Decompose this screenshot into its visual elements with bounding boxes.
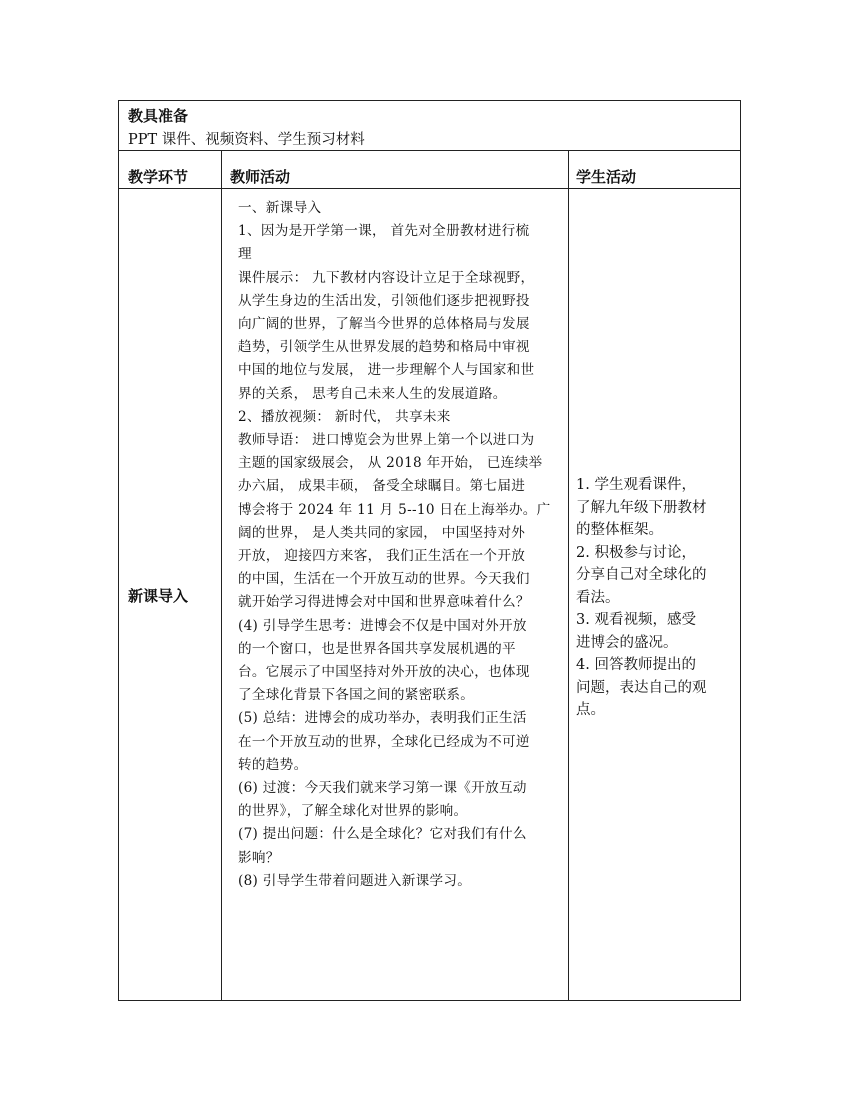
teacher-line: 中国的地位与发展， 进一步理解个人与国家和世 [238,362,535,379]
teacher-line: 台。它展示了中国坚持对外开放的决心，也体现 [238,664,530,681]
student-line: 分享自己对全球化的 [576,567,707,583]
teacher-line: 影响？ [238,849,280,866]
teacher-line: 博会将于 2024 年 11 月 5--10 日在上海举办。广 [238,501,551,518]
teacher-line: 一、新课导入 [238,200,322,216]
student-line: 进博会的盛况。 [576,634,678,651]
header-teacher-activity: 教师活动 [230,168,291,186]
teacher-line: 的世界》，了解全球化对世界的影响。 [238,803,468,820]
student-line: 看法。 [576,589,620,606]
teacher-activity-cell [238,197,563,893]
teacher-line: 理 [238,246,252,263]
student-line: 4. 回答教师提出的 [576,657,696,673]
teacher-line: (5) 总结：进博会的成功举办，表明我们正生活 [238,710,527,727]
teacher-line: 界的关系， 思考自己未来人生的发展道路。 [238,385,507,402]
table-row [119,189,740,1000]
teacher-line: 1、因为是开学第一课， 首先对全册教材进行梳 [238,223,530,240]
teacher-line: 办六届， 成果丰硕， 备受全球瞩目。第七届进 [238,478,526,495]
teacher-line: 2、播放视频： 新时代， 共享未来 [238,408,451,425]
teacher-line: 的一个窗口，也是世界各国共享发展机遇的平 [238,640,516,657]
teacher-line: 主题的国家级展会， 从 2018 年开始， 已连续举 [238,455,543,472]
teacher-line: 阔的世界， 是人类共同的家园， 中国坚持对外 [238,524,526,541]
student-line: 2. 积极参与讨论， [576,544,696,561]
teacher-line: 转的趋势。 [238,756,308,773]
student-line: 点。 [576,702,605,718]
teacher-line: 教师导语： 进口博览会为世界上第一个以进口为 [238,432,535,449]
teacher-line: 在一个开放互动的世界，全球化已经成为不可逆 [238,733,530,750]
teacher-line: 开放， 迎接四方来客， 我们正生活在一个开放 [238,548,526,565]
table-header-row [119,151,740,189]
teacher-line: 趋势，引领学生从世界发展的趋势和格局中审视 [238,339,530,356]
teacher-line: 向广阔的世界，了解当今世界的总体格局与发展 [238,316,530,333]
teacher-line: 课件展示： 九下教材内容设计立足于全球视野， [238,269,535,286]
teacher-line: 从学生身边的生活出发，引领他们逐步把视野投 [238,292,530,309]
section-label: 新课导入 [128,587,189,605]
teacher-line: 就开始学习得进博会对中国和世界意味着什么？ [238,594,530,611]
lesson-plan-table [118,100,741,1001]
teacher-line: (7) 提出问题：什么是全球化？它对我们有什么 [238,826,527,843]
prep-title: 教具准备 [128,107,189,125]
student-line: 3. 观看视频，感受 [576,612,696,628]
student-line: 的整体框架。 [576,522,663,538]
teacher-line: 了全球化背景下各国之间的紧密联系。 [238,687,475,704]
teacher-line: (6) 过渡：今天我们就来学习第一课《开放互动 [238,780,527,797]
teacher-line: (4) 引导学生思考：进博会不仅是中国对外开放 [238,617,527,634]
teacher-line: 的中国，生活在一个开放互动的世界。今天我们 [238,571,530,588]
student-line: 了解九年级下册教材 [576,499,707,516]
student-line: 1. 学生观看课件， [576,477,696,493]
student-activity-cell [576,474,736,722]
prep-content: PPT 课件、视频资料、学生预习材料 [128,132,365,148]
student-line: 问题，表达自己的观 [576,679,707,696]
header-student-activity: 学生活动 [576,168,637,186]
header-teaching-stage: 教学环节 [128,168,189,186]
teacher-line: (8) 引导学生带着问题进入新课学习。 [238,872,472,889]
prep-row [119,101,740,151]
